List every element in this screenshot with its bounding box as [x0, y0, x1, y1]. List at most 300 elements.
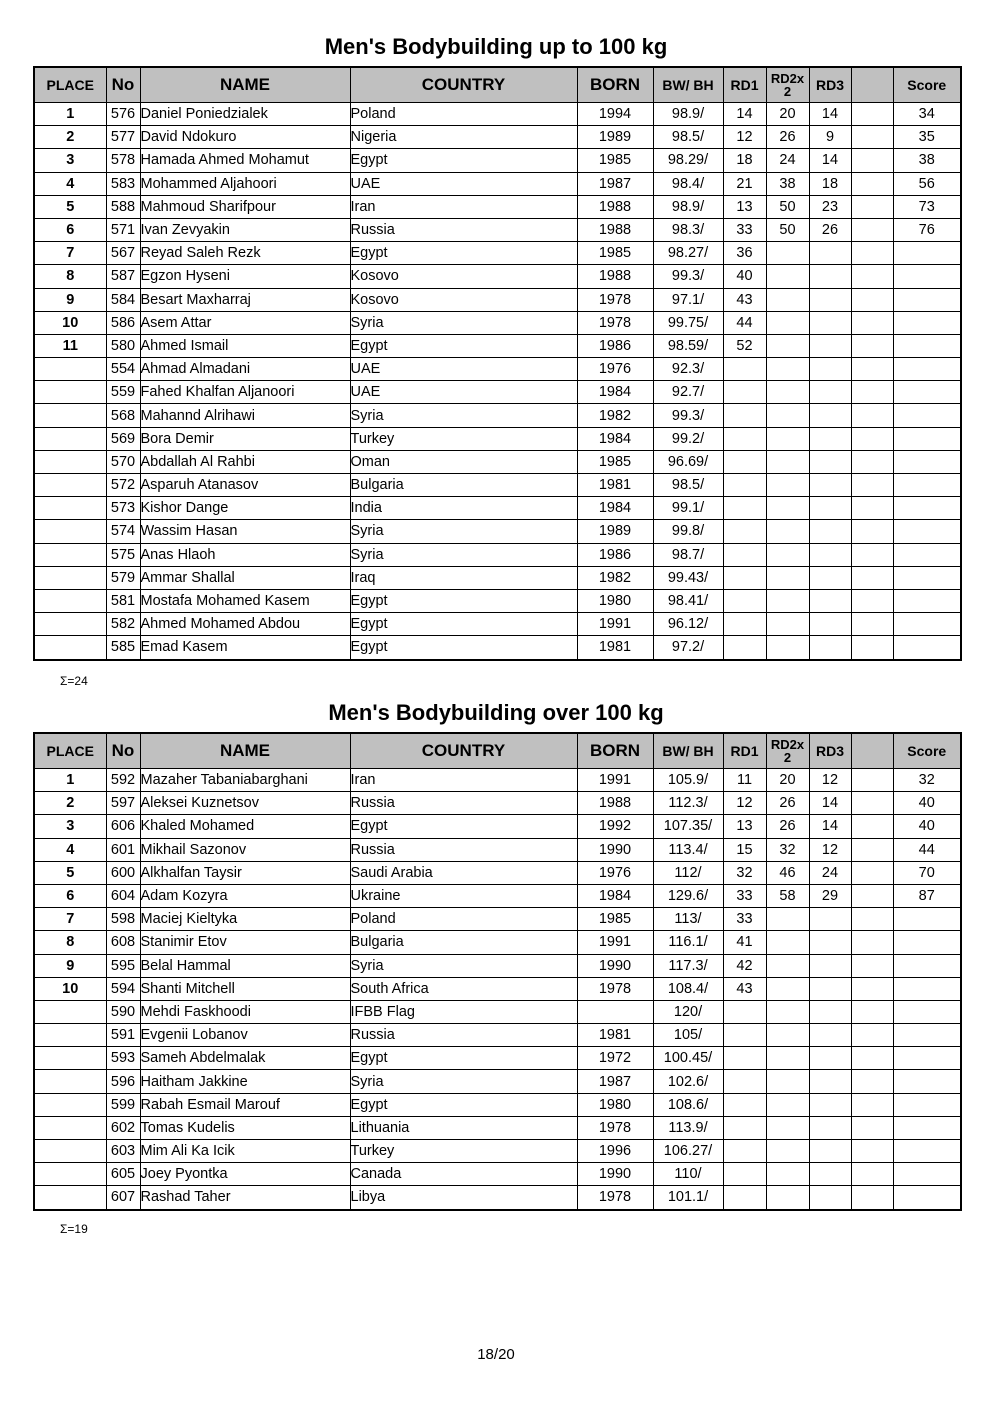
cell-score — [893, 334, 961, 357]
cell-name: Belal Hammal — [140, 954, 350, 977]
cell-country: South Africa — [350, 977, 577, 1000]
cell-place: 4 — [34, 838, 106, 861]
cell-place: 10 — [34, 311, 106, 334]
cell-name: Asem Attar — [140, 311, 350, 334]
cell-no: 579 — [106, 566, 140, 589]
cell-country: Bulgaria — [350, 931, 577, 954]
cell-bw-bh: 120/ — [653, 1000, 723, 1023]
cell-born: 1988 — [577, 195, 653, 218]
cell-born: 1981 — [577, 636, 653, 660]
cell-score: 87 — [893, 884, 961, 907]
column-header-bw-bh: BW/ BH — [653, 733, 723, 769]
cell-rd1: 12 — [723, 792, 766, 815]
cell-name: Wassim Hasan — [140, 520, 350, 543]
cell-score: 76 — [893, 218, 961, 241]
cell-country: Egypt — [350, 636, 577, 660]
cell-bw-bh: 98.41/ — [653, 589, 723, 612]
cell-rd3 — [809, 1093, 851, 1116]
cell-born: 1990 — [577, 838, 653, 861]
table-row — [34, 543, 961, 566]
cell-score — [893, 497, 961, 520]
table-row — [34, 1140, 961, 1163]
cell-rd2x2: 38 — [766, 172, 809, 195]
column-header-score: Score — [893, 67, 961, 103]
cell-name: Daniel Poniedzialek — [140, 103, 350, 126]
cell-no: 595 — [106, 954, 140, 977]
cell-born: 1990 — [577, 1163, 653, 1186]
cell-country: Egypt — [350, 242, 577, 265]
cell-blank — [851, 334, 893, 357]
cell-rd2x2 — [766, 358, 809, 381]
cell-rd3: 26 — [809, 218, 851, 241]
cell-score — [893, 566, 961, 589]
cell-born — [577, 1000, 653, 1023]
cell-born: 1978 — [577, 977, 653, 1000]
cell-bw-bh: 98.59/ — [653, 334, 723, 357]
cell-rd3: 14 — [809, 792, 851, 815]
cell-rd3 — [809, 1163, 851, 1186]
cell-rd2x2: 20 — [766, 103, 809, 126]
cell-born: 1984 — [577, 427, 653, 450]
cell-score — [893, 977, 961, 1000]
cell-place — [34, 1186, 106, 1210]
cell-rd3 — [809, 358, 851, 381]
cell-rd3 — [809, 427, 851, 450]
cell-born: 1986 — [577, 543, 653, 566]
cell-place: 11 — [34, 334, 106, 357]
cell-country: Ukraine — [350, 884, 577, 907]
cell-blank — [851, 1047, 893, 1070]
cell-place — [34, 566, 106, 589]
cell-blank — [851, 589, 893, 612]
cell-no: 554 — [106, 358, 140, 381]
cell-no: 597 — [106, 792, 140, 815]
cell-rd3: 12 — [809, 838, 851, 861]
cell-no: 581 — [106, 589, 140, 612]
cell-place: 7 — [34, 242, 106, 265]
cell-score — [893, 1140, 961, 1163]
cell-born: 1982 — [577, 566, 653, 589]
cell-name: Aleksei Kuznetsov — [140, 792, 350, 815]
cell-place — [34, 613, 106, 636]
cell-rd1: 41 — [723, 931, 766, 954]
cell-rd3 — [809, 1140, 851, 1163]
table-row — [34, 218, 961, 241]
column-header-place: PLACE — [34, 67, 106, 103]
cell-born: 1980 — [577, 589, 653, 612]
cell-score: 32 — [893, 769, 961, 792]
cell-country: Egypt — [350, 1047, 577, 1070]
cell-name: Ahmed Ismail — [140, 334, 350, 357]
cell-blank — [851, 543, 893, 566]
cell-place — [34, 636, 106, 660]
cell-rd1: 42 — [723, 954, 766, 977]
table-row — [34, 838, 961, 861]
cell-country: Egypt — [350, 815, 577, 838]
cell-born: 1984 — [577, 884, 653, 907]
cell-born: 1972 — [577, 1047, 653, 1070]
cell-place — [34, 427, 106, 450]
cell-rd3 — [809, 543, 851, 566]
cell-place — [34, 1047, 106, 1070]
cell-bw-bh: 106.27/ — [653, 1140, 723, 1163]
cell-name: Ammar Shallal — [140, 566, 350, 589]
cell-rd1: 13 — [723, 815, 766, 838]
cell-name: Reyad Saleh Rezk — [140, 242, 350, 265]
cell-name: Joey Pyontka — [140, 1163, 350, 1186]
cell-bw-bh: 92.3/ — [653, 358, 723, 381]
cell-country: Russia — [350, 218, 577, 241]
cell-score — [893, 908, 961, 931]
cell-rd2x2 — [766, 265, 809, 288]
cell-place: 7 — [34, 908, 106, 931]
cell-name: Egzon Hyseni — [140, 265, 350, 288]
cell-rd2x2 — [766, 474, 809, 497]
cell-blank — [851, 1093, 893, 1116]
cell-rd2x2: 46 — [766, 861, 809, 884]
column-header-name: NAME — [140, 733, 350, 769]
cell-rd2x2: 26 — [766, 126, 809, 149]
cell-born: 1978 — [577, 1116, 653, 1139]
cell-name: Fahed Khalfan Aljanoori — [140, 381, 350, 404]
cell-rd1: 33 — [723, 884, 766, 907]
cell-rd2x2: 20 — [766, 769, 809, 792]
cell-blank — [851, 103, 893, 126]
column-header-rd2x2: RD2x 2 — [766, 67, 809, 103]
cell-place — [34, 404, 106, 427]
cell-name: Adam Kozyra — [140, 884, 350, 907]
cell-born: 1976 — [577, 358, 653, 381]
cell-bw-bh: 98.7/ — [653, 543, 723, 566]
cell-name: Stanimir Etov — [140, 931, 350, 954]
cell-name: Mostafa Mohamed Kasem — [140, 589, 350, 612]
cell-blank — [851, 288, 893, 311]
cell-rd3 — [809, 288, 851, 311]
cell-country: UAE — [350, 358, 577, 381]
cell-rd2x2 — [766, 566, 809, 589]
cell-score: 70 — [893, 861, 961, 884]
cell-rd1: 33 — [723, 218, 766, 241]
header-row — [34, 733, 961, 769]
cell-rd2x2 — [766, 242, 809, 265]
cell-score — [893, 954, 961, 977]
cell-rd1 — [723, 1000, 766, 1023]
cell-name: Anas Hlaoh — [140, 543, 350, 566]
cell-name: Alkhalfan Taysir — [140, 861, 350, 884]
cell-blank — [851, 566, 893, 589]
cell-blank — [851, 815, 893, 838]
cell-blank — [851, 311, 893, 334]
table-row — [34, 358, 961, 381]
cell-no: 606 — [106, 815, 140, 838]
cell-place — [34, 1000, 106, 1023]
cell-rd2x2 — [766, 589, 809, 612]
cell-rd3 — [809, 474, 851, 497]
cell-no: 585 — [106, 636, 140, 660]
cell-name: Asparuh Atanasov — [140, 474, 350, 497]
cell-country: Russia — [350, 838, 577, 861]
cell-rd1: 21 — [723, 172, 766, 195]
cell-born: 1989 — [577, 520, 653, 543]
table-row — [34, 1093, 961, 1116]
cell-blank — [851, 404, 893, 427]
cell-country: Syria — [350, 311, 577, 334]
cell-born: 1990 — [577, 954, 653, 977]
cell-bw-bh: 100.45/ — [653, 1047, 723, 1070]
cell-blank — [851, 265, 893, 288]
cell-rd2x2 — [766, 311, 809, 334]
cell-rd3: 9 — [809, 126, 851, 149]
cell-rd2x2 — [766, 543, 809, 566]
cell-place — [34, 543, 106, 566]
cell-blank — [851, 1116, 893, 1139]
table-row — [34, 474, 961, 497]
cell-score — [893, 543, 961, 566]
cell-bw-bh: 99.8/ — [653, 520, 723, 543]
cell-bw-bh: 97.2/ — [653, 636, 723, 660]
column-header-place: PLACE — [34, 733, 106, 769]
cell-rd3 — [809, 334, 851, 357]
cell-rd3 — [809, 311, 851, 334]
column-header-bw-bh: BW/ BH — [653, 67, 723, 103]
cell-score — [893, 1070, 961, 1093]
cell-bw-bh: 105.9/ — [653, 769, 723, 792]
cell-bw-bh: 98.5/ — [653, 126, 723, 149]
cell-blank — [851, 954, 893, 977]
table-row — [34, 427, 961, 450]
cell-bw-bh: 116.1/ — [653, 931, 723, 954]
table-row — [34, 126, 961, 149]
cell-score — [893, 358, 961, 381]
cell-place: 2 — [34, 126, 106, 149]
cell-blank — [851, 427, 893, 450]
cell-rd2x2 — [766, 497, 809, 520]
cell-country: Egypt — [350, 149, 577, 172]
table-row — [34, 172, 961, 195]
cell-rd3 — [809, 242, 851, 265]
column-header-no: No — [106, 67, 140, 103]
cell-bw-bh: 99.2/ — [653, 427, 723, 450]
cell-rd3 — [809, 404, 851, 427]
cell-rd1 — [723, 1093, 766, 1116]
cell-rd1: 11 — [723, 769, 766, 792]
cell-blank — [851, 792, 893, 815]
column-header-rd1: RD1 — [723, 67, 766, 103]
table-row — [34, 566, 961, 589]
cell-country: Poland — [350, 103, 577, 126]
table-row — [34, 1163, 961, 1186]
cell-rd1: 12 — [723, 126, 766, 149]
cell-country: Kosovo — [350, 265, 577, 288]
cell-blank — [851, 861, 893, 884]
table-row — [34, 103, 961, 126]
cell-rd3: 12 — [809, 769, 851, 792]
cell-country: Syria — [350, 1070, 577, 1093]
cell-country: Egypt — [350, 1093, 577, 1116]
cell-rd3 — [809, 1186, 851, 1210]
cell-rd2x2 — [766, 1024, 809, 1047]
cell-place: 8 — [34, 265, 106, 288]
cell-no: 571 — [106, 218, 140, 241]
cell-country: India — [350, 497, 577, 520]
cell-rd2x2 — [766, 450, 809, 473]
cell-place — [34, 497, 106, 520]
cell-born: 1984 — [577, 497, 653, 520]
cell-name: Tomas Kudelis — [140, 1116, 350, 1139]
cell-place: 2 — [34, 792, 106, 815]
cell-country: Russia — [350, 1024, 577, 1047]
cell-no: 576 — [106, 103, 140, 126]
cell-name: Rabah Esmail Marouf — [140, 1093, 350, 1116]
cell-country: Canada — [350, 1163, 577, 1186]
table-row — [34, 195, 961, 218]
table-row — [34, 769, 961, 792]
cell-rd2x2 — [766, 1093, 809, 1116]
results-table-over-100kg — [33, 732, 962, 1211]
cell-no: 604 — [106, 884, 140, 907]
cell-place — [34, 589, 106, 612]
cell-country: Egypt — [350, 613, 577, 636]
cell-country: Syria — [350, 520, 577, 543]
cell-rd2x2 — [766, 1000, 809, 1023]
cell-rd1 — [723, 427, 766, 450]
cell-no: 574 — [106, 520, 140, 543]
cell-born: 1978 — [577, 288, 653, 311]
cell-no: 559 — [106, 381, 140, 404]
cell-blank — [851, 1000, 893, 1023]
cell-name: Shanti Mitchell — [140, 977, 350, 1000]
table-row — [34, 265, 961, 288]
cell-blank — [851, 908, 893, 931]
cell-country: Oman — [350, 450, 577, 473]
cell-place: 10 — [34, 977, 106, 1000]
cell-rd1: 33 — [723, 908, 766, 931]
cell-country: Poland — [350, 908, 577, 931]
table-row — [34, 450, 961, 473]
cell-bw-bh: 113.4/ — [653, 838, 723, 861]
cell-country: UAE — [350, 172, 577, 195]
cell-bw-bh: 112/ — [653, 861, 723, 884]
cell-blank — [851, 450, 893, 473]
cell-no: 573 — [106, 497, 140, 520]
cell-rd3 — [809, 566, 851, 589]
cell-born: 1978 — [577, 311, 653, 334]
cell-place — [34, 1163, 106, 1186]
cell-rd2x2 — [766, 977, 809, 1000]
cell-rd2x2: 26 — [766, 792, 809, 815]
cell-name: Haitham Jakkine — [140, 1070, 350, 1093]
table-row — [34, 497, 961, 520]
cell-score — [893, 589, 961, 612]
cell-bw-bh: 98.5/ — [653, 474, 723, 497]
table-row — [34, 931, 961, 954]
cell-rd1 — [723, 450, 766, 473]
cell-score: 38 — [893, 149, 961, 172]
cell-name: Mohammed Aljahoori — [140, 172, 350, 195]
cell-bw-bh: 117.3/ — [653, 954, 723, 977]
cell-blank — [851, 195, 893, 218]
cell-bw-bh: 98.4/ — [653, 172, 723, 195]
cell-born: 1987 — [577, 1070, 653, 1093]
cell-rd2x2 — [766, 1116, 809, 1139]
cell-place — [34, 1116, 106, 1139]
table-row — [34, 1116, 961, 1139]
cell-score — [893, 1186, 961, 1210]
cell-rd1 — [723, 1116, 766, 1139]
cell-name: Mim Ali Ka Icik — [140, 1140, 350, 1163]
cell-blank — [851, 1024, 893, 1047]
cell-country: Syria — [350, 543, 577, 566]
cell-rd2x2 — [766, 1070, 809, 1093]
cell-name: Mahannd Alrihawi — [140, 404, 350, 427]
cell-score — [893, 1163, 961, 1186]
cell-name: Ahmad Almadani — [140, 358, 350, 381]
cell-rd3 — [809, 450, 851, 473]
cell-born: 1994 — [577, 103, 653, 126]
results-table-up-to-100kg — [33, 66, 962, 661]
cell-place — [34, 520, 106, 543]
cell-rd3: 18 — [809, 172, 851, 195]
cell-bw-bh: 96.69/ — [653, 450, 723, 473]
table-body — [34, 103, 961, 660]
table-row — [34, 311, 961, 334]
cell-no: 600 — [106, 861, 140, 884]
cell-rd3 — [809, 589, 851, 612]
cell-bw-bh: 107.35/ — [653, 815, 723, 838]
table-row — [34, 1024, 961, 1047]
cell-rd3 — [809, 977, 851, 1000]
cell-born: 1988 — [577, 265, 653, 288]
cell-bw-bh: 105/ — [653, 1024, 723, 1047]
cell-bw-bh: 102.6/ — [653, 1070, 723, 1093]
cell-place: 8 — [34, 931, 106, 954]
cell-place: 4 — [34, 172, 106, 195]
cell-bw-bh: 98.29/ — [653, 149, 723, 172]
cell-no: 594 — [106, 977, 140, 1000]
table-row — [34, 977, 961, 1000]
cell-rd1: 40 — [723, 265, 766, 288]
cell-bw-bh: 112.3/ — [653, 792, 723, 815]
cell-rd2x2 — [766, 427, 809, 450]
cell-no: 583 — [106, 172, 140, 195]
cell-born: 1996 — [577, 1140, 653, 1163]
cell-score — [893, 427, 961, 450]
cell-born: 1991 — [577, 613, 653, 636]
cell-score — [893, 931, 961, 954]
cell-score — [893, 613, 961, 636]
cell-rd1 — [723, 543, 766, 566]
cell-score: 35 — [893, 126, 961, 149]
cell-score — [893, 520, 961, 543]
cell-born: 1987 — [577, 172, 653, 195]
competitor-count: Σ=19 — [60, 1222, 88, 1236]
cell-country: Turkey — [350, 1140, 577, 1163]
cell-score — [893, 311, 961, 334]
cell-no: 587 — [106, 265, 140, 288]
table-title-over-100kg: Men's Bodybuilding over 100 kg — [328, 700, 664, 725]
table-row — [34, 636, 961, 660]
cell-no: 584 — [106, 288, 140, 311]
cell-score — [893, 381, 961, 404]
table-row — [34, 242, 961, 265]
table-row — [34, 815, 961, 838]
cell-born: 1992 — [577, 815, 653, 838]
cell-country: Libya — [350, 1186, 577, 1210]
cell-name: Khaled Mohamed — [140, 815, 350, 838]
cell-no: 596 — [106, 1070, 140, 1093]
cell-rd1: 14 — [723, 103, 766, 126]
cell-place: 3 — [34, 149, 106, 172]
